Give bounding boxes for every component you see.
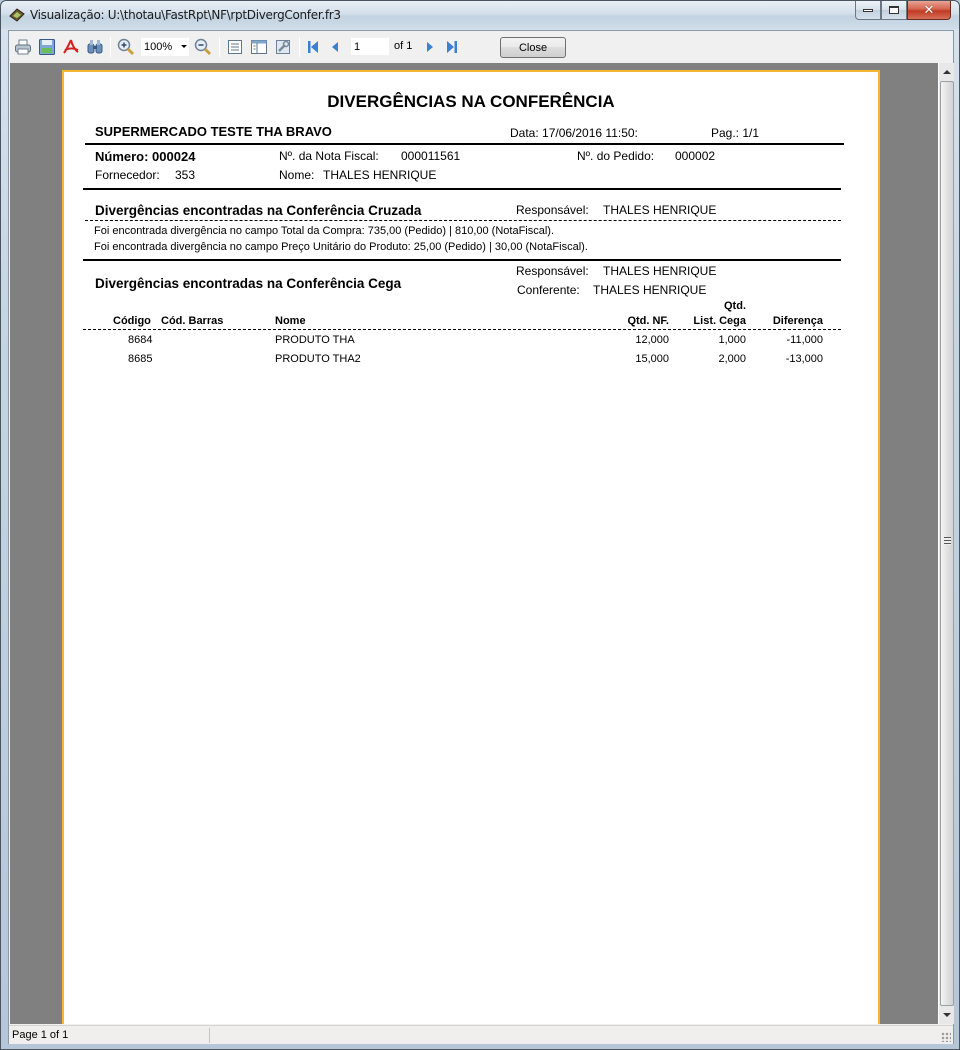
fornecedor-value: 353 [175, 168, 196, 182]
nota-fiscal-label: Nº. da Nota Fiscal: [279, 149, 379, 163]
save-icon [38, 38, 56, 56]
toolbar-separator [219, 37, 220, 57]
close-window-button[interactable] [907, 1, 951, 20]
title-bar[interactable] [1, 1, 959, 29]
outline-icon [226, 38, 244, 56]
next-page-button[interactable] [421, 38, 439, 56]
cell-nome: PRODUTO THA2 [275, 353, 361, 365]
grip-icon [944, 537, 951, 545]
outline-button[interactable] [226, 38, 244, 56]
nota-fiscal-value: 000011561 [401, 149, 461, 163]
status-bar [9, 1025, 953, 1044]
conferente-label: Conferente: [517, 283, 580, 297]
window-controls [855, 1, 951, 21]
cruzada-responsavel-value: THALES HENRIQUE [603, 203, 717, 217]
info-divider [83, 188, 841, 190]
pedido-value: 000002 [675, 149, 716, 163]
cell-diferenca: -13,000 [785, 353, 823, 365]
report-date: Data: 17/06/2016 11:50: [510, 126, 638, 140]
resize-grip-icon[interactable] [941, 1032, 951, 1042]
cell-codigo: 8685 [128, 353, 153, 365]
pedido-label: Nº. do Pedido: [577, 149, 655, 163]
toolbar-separator [110, 37, 111, 57]
column-header-codigo: Código [113, 315, 151, 327]
cell-qtd-nf: 15,000 [635, 353, 669, 365]
column-header-qtd-nf: Qtd. NF. [627, 315, 669, 327]
report-title: DIVERGÊNCIAS NA CONFERÊNCIA [327, 92, 615, 111]
report-preview-area[interactable] [10, 63, 938, 1024]
cruzada-divider [83, 259, 841, 261]
prev-page-icon [326, 38, 344, 56]
window-title: Visualização: U:\thotau\FastRpt\NF\rptDivergConfer.fr3 [30, 8, 341, 22]
zoom-value: 100% [144, 41, 173, 53]
minimize-button[interactable] [855, 1, 881, 20]
vertical-scrollbar[interactable] [938, 63, 954, 1024]
cruzada-dashed-divider [85, 220, 841, 221]
page-settings-icon [274, 38, 292, 56]
last-page-button[interactable] [443, 38, 461, 56]
chevron-down-icon [181, 45, 187, 48]
print-button[interactable] [14, 38, 32, 56]
column-header-cod-barras: Cód. Barras [161, 315, 224, 327]
numero-label: Número: 000024 [95, 149, 196, 164]
arrow-down-icon [943, 1013, 951, 1017]
column-header-qtd-list-cega-top: Qtd. [724, 300, 746, 312]
find-button[interactable] [86, 38, 104, 56]
pdf-export-icon [62, 38, 80, 56]
fornecedor-label: Fornecedor: [95, 168, 160, 182]
zoom-out-button[interactable] [194, 38, 212, 56]
prev-page-button[interactable] [326, 38, 344, 56]
cell-qtd-list-cega: 1,000 [718, 334, 746, 346]
close-button[interactable]: Close [500, 37, 566, 58]
thumbnails-button[interactable] [250, 38, 268, 56]
page-count-label: of 1 [394, 40, 413, 52]
page-settings-button[interactable] [274, 38, 292, 56]
scroll-down-button[interactable] [939, 1007, 955, 1023]
export-pdf-button[interactable] [62, 38, 80, 56]
cega-responsavel-label: Responsável: [516, 264, 589, 278]
minimize-icon [863, 9, 873, 12]
find-icon [86, 38, 104, 56]
report-page [62, 70, 880, 1024]
zoom-out-icon [194, 38, 212, 56]
maximize-button[interactable] [881, 1, 907, 20]
cell-diferenca: -11,000 [786, 334, 823, 346]
first-page-button[interactable] [304, 38, 322, 56]
company-name: SUPERMERCADO TESTE THA BRAVO [95, 124, 332, 139]
zoom-in-icon [117, 38, 135, 56]
cell-codigo: 8684 [128, 334, 153, 346]
cega-responsavel-value: THALES HENRIQUE [603, 264, 717, 278]
cruzada-section-title: Divergências encontradas na Conferência Cruzada [95, 203, 422, 218]
cell-qtd-nf: 12,000 [635, 334, 669, 346]
header-divider [85, 143, 844, 145]
first-page-icon [304, 38, 322, 56]
status-page-info: Page 1 of 1 [12, 1029, 69, 1041]
page-number-input[interactable] [351, 38, 389, 55]
scroll-up-button[interactable] [939, 64, 955, 80]
zoom-in-button[interactable] [117, 38, 135, 56]
nome-value: THALES HENRIQUE [323, 168, 437, 182]
cega-section-title: Divergências encontradas na Conferência Cega [95, 276, 402, 291]
thumbnails-icon [250, 38, 268, 56]
column-header-nome: Nome [275, 315, 306, 327]
client-area [8, 30, 954, 1044]
page-indicator: Pag.: 1/1 [711, 126, 760, 140]
cruzada-responsavel-label: Responsável: [516, 203, 589, 217]
print-icon [14, 38, 32, 56]
status-separator [209, 1028, 210, 1043]
toolbar-separator [299, 37, 300, 57]
nome-label: Nome: [279, 168, 315, 182]
cell-nome: PRODUTO THA [275, 334, 355, 346]
column-header-qtd-list-cega: List. Cega [693, 315, 746, 327]
cell-qtd-list-cega: 2,000 [718, 353, 746, 365]
save-button[interactable] [38, 38, 56, 56]
column-header-diferenca: Diferença [772, 315, 823, 327]
maximize-icon [889, 6, 899, 14]
cruzada-message: Foi encontrada divergência no campo Total da Compra: 735,00 (Pedido) | 810,00 (NotaFiscal). [94, 225, 555, 237]
cruzada-message: Foi encontrada divergência no campo Preço Unitário do Produto: 25,00 (Pedido) | 30,00 (NotaFiscal). [94, 241, 588, 253]
scrollbar-thumb[interactable] [940, 81, 954, 1006]
conferente-value: THALES HENRIQUE [593, 283, 707, 297]
next-page-icon [421, 38, 439, 56]
last-page-icon [443, 38, 461, 56]
table-header-dashed-divider [83, 329, 841, 330]
toolbar [9, 31, 953, 63]
close-icon: ✕ [923, 2, 935, 18]
zoom-select[interactable] [141, 38, 189, 56]
app-icon [9, 8, 25, 22]
arrow-up-icon [943, 70, 951, 74]
